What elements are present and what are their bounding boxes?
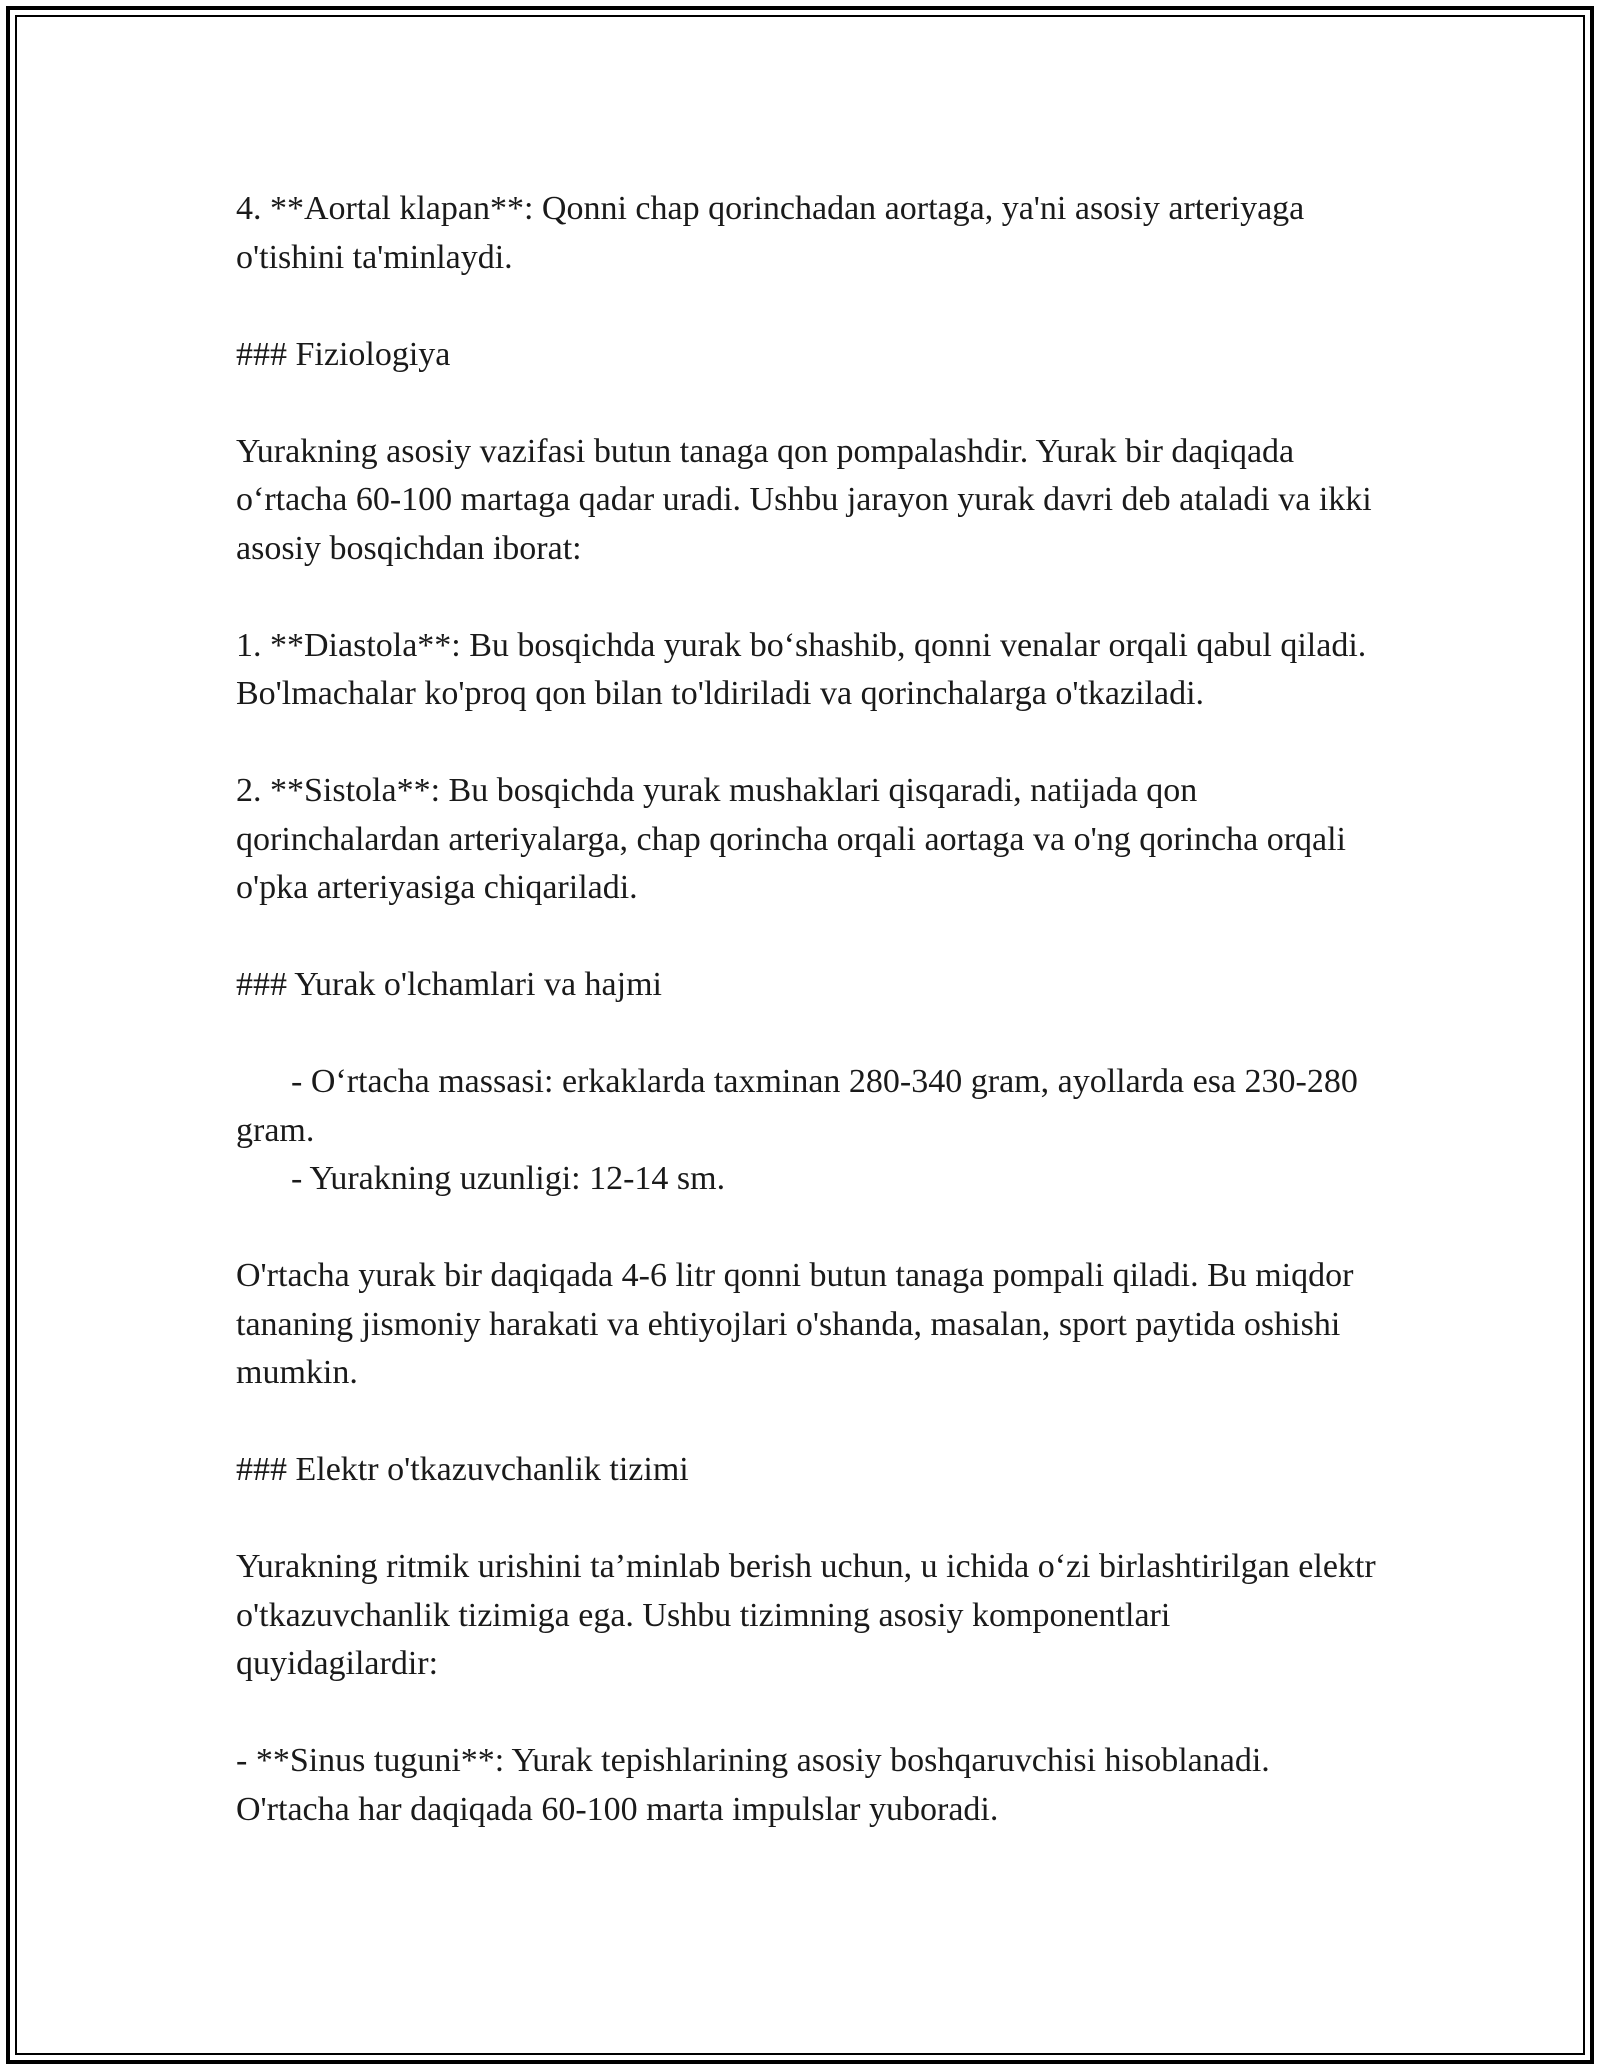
paragraph-fiziologiya-intro: Yurakning asosiy vazifasi butun tanaga qon pompalashdir. Yurak bir daqiqada o‘rtacha 60-100 martaga qadar uradi. Ushbu jarayon yurak davri deb ataladi va ikki asosiy bosqichdan iborat:	[236, 432, 1372, 567]
bullet-uzunlik: - Yurakning uzunligi: 12-14 sm.	[291, 1160, 726, 1197]
paragraph-diastola: 1. **Diastola**: Bu bosqichda yurak bo‘shashib, qonni venalar orqali qabul qiladi. Bo'lmachalar ko'proq qon bilan to'ldiriladi va qorinchalarga o'tkaziladi.	[236, 626, 1367, 712]
paragraph-sinus-tuguni: - **Sinus tuguni**: Yurak tepishlarining asosiy boshqaruvchisi hisoblanadi. O'rtacha har daqiqada 60-100 marta impulslar yuboradi.	[236, 1742, 1270, 1828]
paragraph-elektr-intro: Yurakning ritmik urishini ta’minlab berish uchun, u ichida o‘zi birlashtirilgan elektr o'tkazuvchanlik tizimiga ega. Ushbu tizimning asosiy komponentlari quyidagilardir:	[236, 1548, 1376, 1682]
bullet-massa: - O‘rtacha massasi: erkaklarda taxminan 280-340 gram, ayollarda esa 230-280 gram.	[236, 1063, 1358, 1149]
paragraph-aortal-klapan: 4. **Aortal klapan**: Qonni chap qorinchadan aortaga, ya'ni asosiy arteriyaga o'tishini ta'minlaydi.	[236, 190, 1305, 276]
heading-elektr-tizimi: ### Elektr o'tkazuvchanlik tizimi	[236, 1451, 689, 1488]
heading-yurak-olchamlari: ### Yurak o'lchamlari va hajmi	[236, 966, 662, 1003]
document-body	[236, 185, 1376, 1834]
paragraph-sistola: 2. **Sistola**: Bu bosqichda yurak mushaklari qisqaradi, natijada qon qorinchalardan arteriyalarga, chap qorincha orqali aortaga va o'ng qorincha orqali o'pka arteriyasiga chiqariladi.	[236, 772, 1346, 906]
paragraph-qon-hajmi: O'rtacha yurak bir daqiqada 4-6 litr qonni butun tanaga pompali qiladi. Bu miqdor tananing jismoniy harakati va ehtiyojlari o'shanda, masalan, sport paytida oshishi mumkin.	[236, 1257, 1354, 1391]
bullet-list-dimensions	[236, 1058, 1376, 1204]
heading-fiziologiya: ### Fiziologiya	[236, 335, 451, 373]
